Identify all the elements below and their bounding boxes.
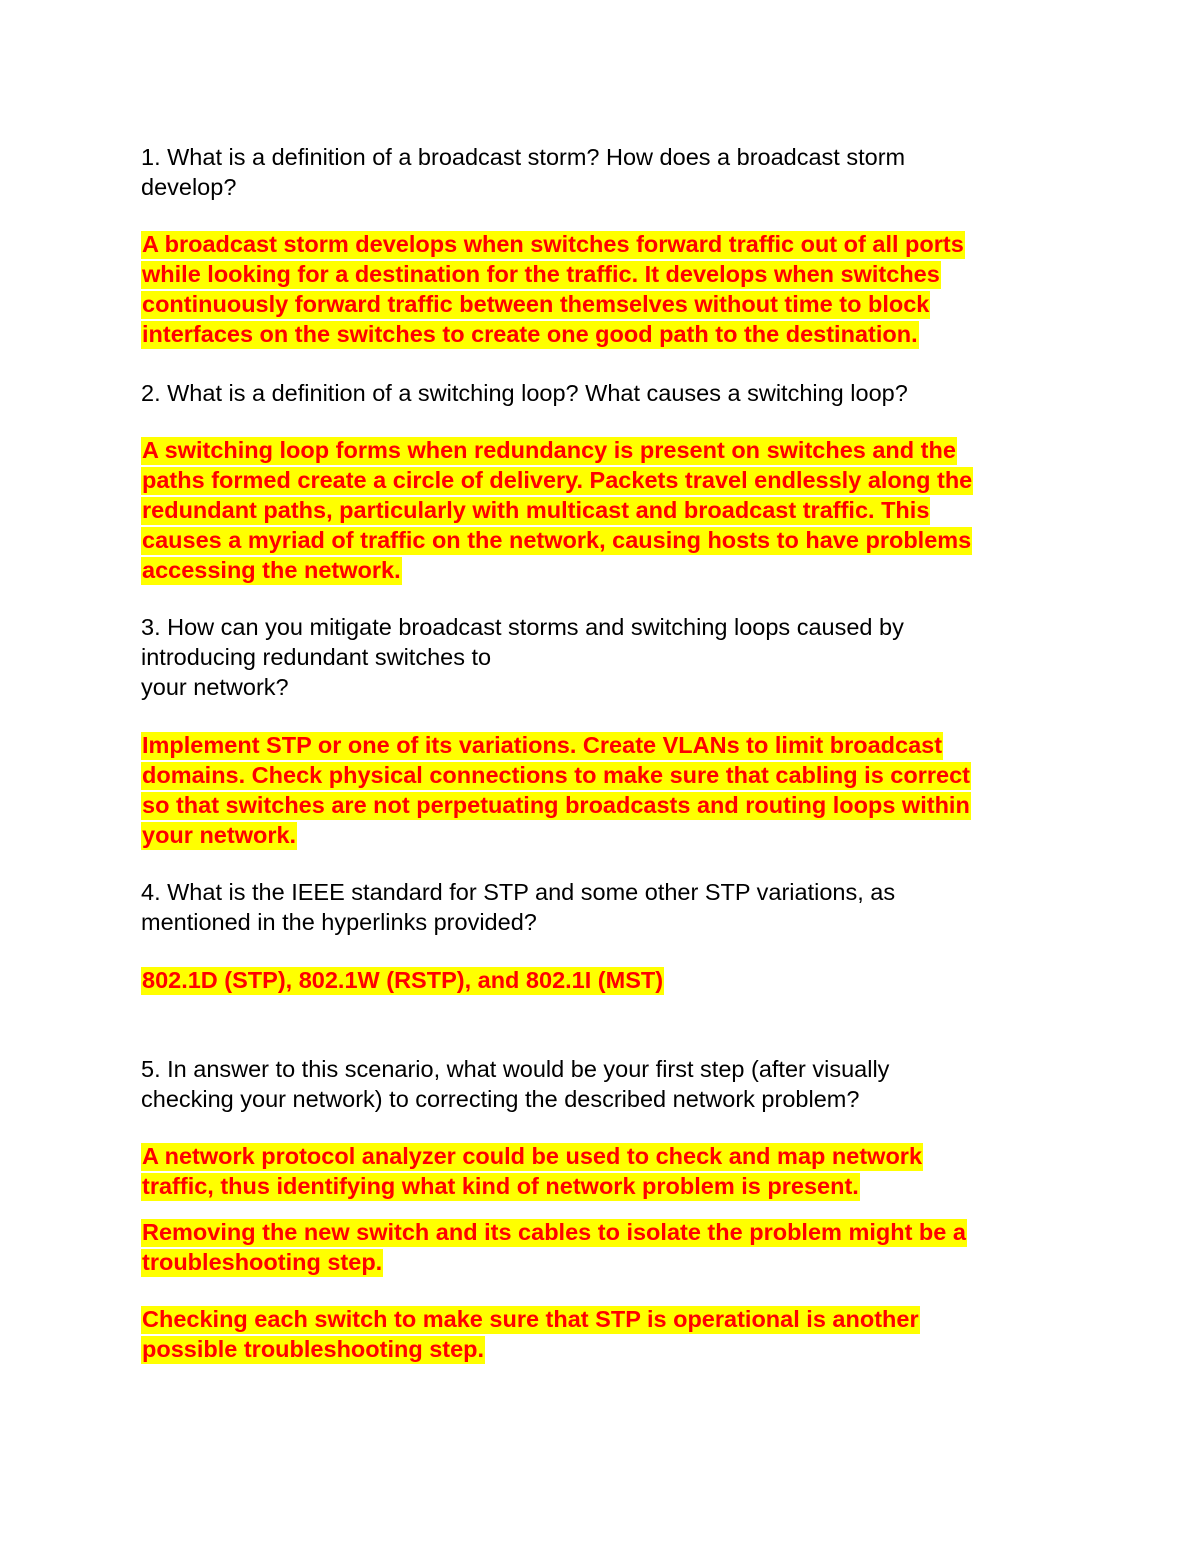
answer-line: your network. [142, 822, 297, 848]
answer-line: redundant paths, particularly with multicast and broadcast traffic. This [142, 497, 930, 523]
answer-line: A broadcast storm develops when switches forward traffic out of all ports [142, 231, 964, 257]
answer-line: possible troubleshooting step. [142, 1336, 485, 1362]
question-line: 5. In answer to this scenario, what would be your first step (after visually [141, 1056, 890, 1082]
answer-2 [141, 435, 1061, 585]
answer-line: A network protocol analyzer could be used to check and map network [142, 1143, 923, 1169]
answer-4 [141, 965, 1061, 995]
answer-line: domains. Check physical connections to make sure that cabling is correct [142, 762, 970, 788]
answer-line: accessing the network. [142, 557, 401, 583]
question-5 [141, 1054, 1061, 1114]
answer-line: Checking each switch to make sure that STP is operational is another [142, 1306, 919, 1332]
answer-line: while looking for a destination for the traffic. It develops when switches [142, 261, 940, 287]
question-2 [141, 378, 1061, 408]
question-line: mentioned in the hyperlinks provided? [141, 909, 537, 935]
answer-5a [141, 1141, 1061, 1201]
question-1 [141, 142, 1061, 202]
answer-line: traffic, thus identifying what kind of network problem is present. [142, 1173, 859, 1199]
answer-line: paths formed create a circle of delivery. Packets travel endlessly along the [142, 467, 973, 493]
question-line: 4. What is the IEEE standard for STP and some other STP variations, as [141, 879, 896, 905]
question-line: develop? [141, 174, 237, 200]
question-line: introducing redundant switches to [141, 644, 492, 670]
question-line: checking your network) to correcting the described network problem? [141, 1086, 860, 1112]
answer-line: interfaces on the switches to create one good path to the destination. [142, 321, 918, 347]
answer-5b [141, 1217, 1061, 1277]
answer-5c [141, 1304, 1061, 1364]
answer-line: Removing the new switch and its cables to isolate the problem might be a [142, 1219, 966, 1245]
question-line: 2. What is a definition of a switching loop? What causes a switching loop? [141, 380, 908, 406]
question-4 [141, 877, 1061, 937]
question-line: 3. How can you mitigate broadcast storms and switching loops caused by [141, 614, 904, 640]
answer-line: A switching loop forms when redundancy is present on switches and the [142, 437, 956, 463]
question-3 [141, 612, 1061, 702]
answer-3 [141, 730, 1061, 850]
answer-line: 802.1D (STP), 802.1W (RSTP), and 802.1I (MST) [142, 967, 664, 993]
answer-line: Implement STP or one of its variations. Create VLANs to limit broadcast [142, 732, 943, 758]
answer-line: causes a myriad of traffic on the network, causing hosts to have problems [142, 527, 972, 553]
answer-line: continuously forward traffic between themselves without time to block [142, 291, 930, 317]
answer-1 [141, 229, 1061, 349]
question-line: 1. What is a definition of a broadcast storm? How does a broadcast storm [141, 144, 906, 170]
answer-line: so that switches are not perpetuating broadcasts and routing loops within [142, 792, 970, 818]
question-line: your network? [141, 674, 289, 700]
answer-line: troubleshooting step. [142, 1249, 383, 1275]
